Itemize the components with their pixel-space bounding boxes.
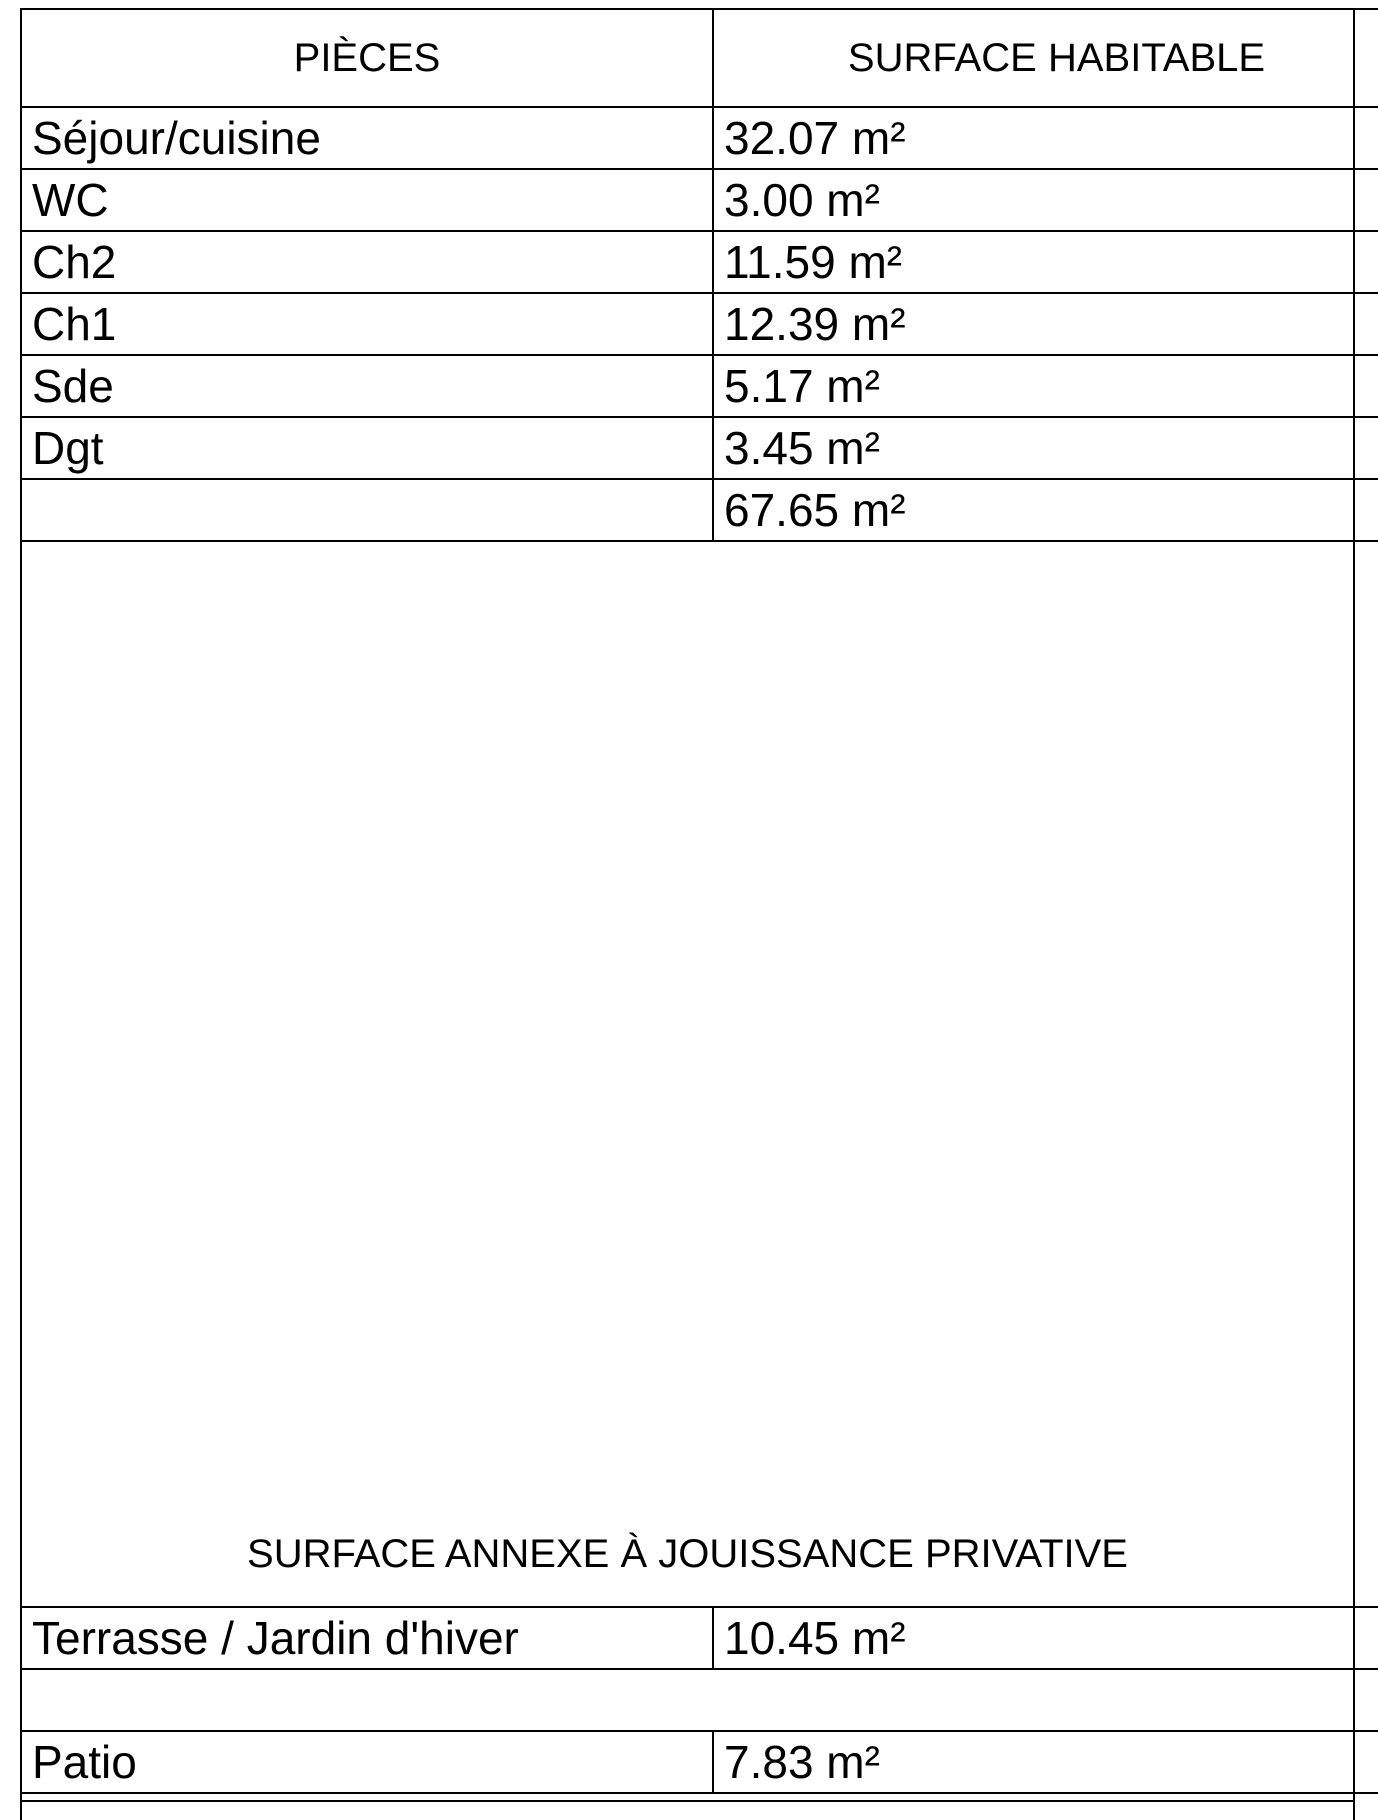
room-name: Ch2 xyxy=(21,231,713,293)
empty-cell xyxy=(21,1669,1378,1731)
annex-surface: 7.83 m² xyxy=(713,1731,1378,1793)
table-row xyxy=(21,1731,1378,1793)
habitable-surface-table xyxy=(20,8,1378,542)
room-name: Séjour/cuisine xyxy=(21,107,713,169)
header-pieces: PIÈCES xyxy=(21,9,713,107)
room-surface: 12.39 m² xyxy=(713,293,1378,355)
empty-row xyxy=(21,1669,1378,1731)
table-row xyxy=(21,417,1378,479)
header-surface-habitable: SURFACE HABITABLE xyxy=(713,9,1378,107)
table-row xyxy=(21,231,1378,293)
room-surface: 5.17 m² xyxy=(713,355,1378,417)
table-header-row xyxy=(21,9,1378,107)
table-row xyxy=(21,355,1378,417)
bottom-divider xyxy=(20,1800,1355,1802)
room-name: WC xyxy=(21,169,713,231)
annex-surface-table xyxy=(20,1606,1378,1794)
table-row xyxy=(21,107,1378,169)
total-row xyxy=(21,479,1378,541)
table-row xyxy=(21,293,1378,355)
annex-section-title: SURFACE ANNEXE À JOUISSANCE PRIVATIVE xyxy=(247,1532,1128,1576)
annex-name: Patio xyxy=(21,1731,713,1793)
room-surface: 32.07 m² xyxy=(713,107,1378,169)
table-row xyxy=(21,1607,1378,1669)
room-surface: 3.00 m² xyxy=(713,169,1378,231)
annex-surface: 10.45 m² xyxy=(713,1607,1378,1669)
room-name: Sde xyxy=(21,355,713,417)
room-name: Ch1 xyxy=(21,293,713,355)
room-name: Dgt xyxy=(21,417,713,479)
total-label-empty xyxy=(21,479,713,541)
annex-name: Terrasse / Jardin d'hiver xyxy=(21,1607,713,1669)
room-surface: 3.45 m² xyxy=(713,417,1378,479)
total-surface: 67.65 m² xyxy=(713,479,1378,541)
room-surface: 11.59 m² xyxy=(713,231,1378,293)
table-row xyxy=(21,169,1378,231)
